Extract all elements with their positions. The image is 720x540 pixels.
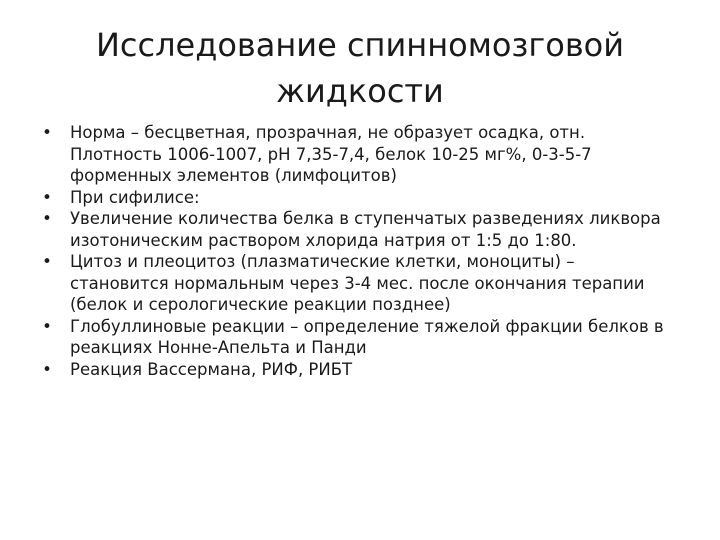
- bullet-icon: •: [42, 359, 52, 379]
- bullet-list: [36, 122, 676, 380]
- list-item: [36, 187, 676, 209]
- list-item-text: Норма – бесцветная, прозрачная, не образует осадка, отн. Плотность 1006-1007, рН 7,35-7,4, белок 10-25 мг%, 0-3-5-7 форменных элементов (лимфоцитов): [70, 123, 592, 185]
- list-item-text: Глобуллиновые реакции – определение тяжелой фракции белков в реакциях Нонне-Апельта и Панди: [70, 316, 664, 357]
- slide-title: Исследование спинномозговой жидкости: [95, 26, 625, 110]
- list-item: [36, 122, 676, 187]
- bullet-icon: •: [42, 209, 52, 228]
- list-item-text: Цитоз и плеоцитоз (плазматические клетки, моноциты) – становится нормальным через 3-4 мес. после окончания терапии (белок и серологические реакции позднее): [70, 252, 645, 314]
- bullet-icon: •: [42, 123, 52, 142]
- list-item-text: Реакция Вассермана, РИФ, РИБТ: [70, 359, 353, 379]
- bullet-icon: •: [42, 252, 52, 271]
- list-item-text: При сифилисе:: [70, 187, 200, 207]
- list-item: [36, 359, 676, 381]
- list-item: [36, 251, 676, 316]
- bullet-icon: •: [42, 187, 52, 207]
- bullet-icon: •: [42, 316, 52, 336]
- list-item: [36, 316, 676, 359]
- list-item-text: Увеличение количества белка в ступенчатых разведениях ликвора изотоническим раствором хлорида натрия от 1:5 до 1:80.: [70, 209, 661, 250]
- list-item: [36, 208, 676, 251]
